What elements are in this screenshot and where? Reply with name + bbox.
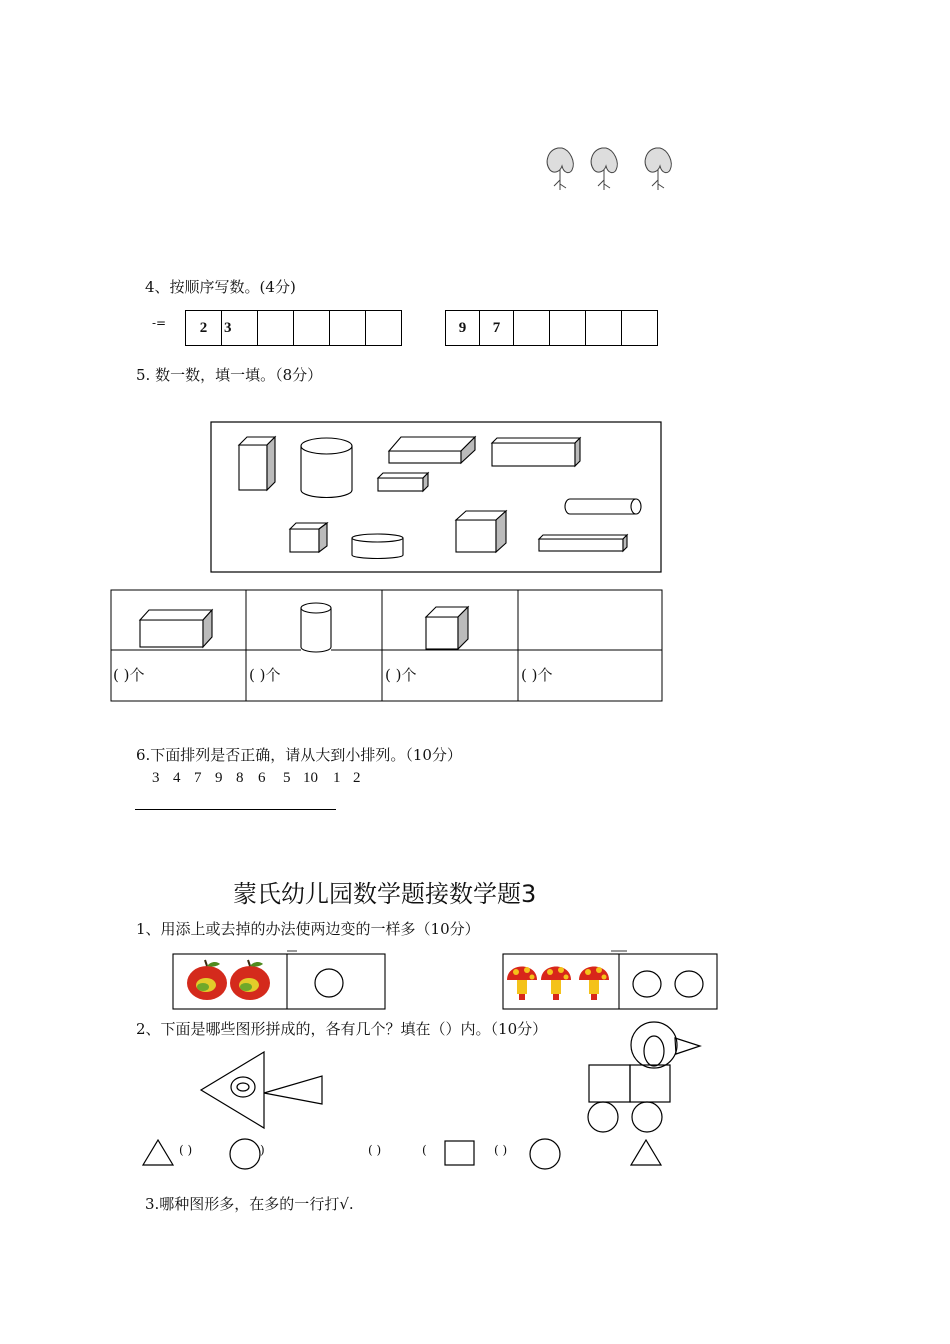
sequence-number: 2 xyxy=(353,770,361,786)
number-cell[interactable]: 3 xyxy=(222,311,258,345)
count-blank[interactable]: ( ) xyxy=(368,1143,382,1157)
fish-figure xyxy=(201,1052,322,1128)
sequence-number: 1 xyxy=(333,770,341,786)
circle-shape xyxy=(530,1139,560,1169)
triangle-shape xyxy=(631,1140,661,1165)
q4-heading: 4、按顺序写数。(4分) xyxy=(145,278,296,296)
q5-heading: 5. 数一数，填一填。（8分） xyxy=(136,366,323,384)
q4-marker: -= xyxy=(152,316,167,330)
q6-heading: 6.下面排列是否正确，请从大到小排列。（10分） xyxy=(136,746,462,764)
count-blank[interactable]: ( xyxy=(422,1143,427,1157)
count-answer[interactable]: ( )个 xyxy=(249,666,281,684)
number-cell[interactable]: 2 xyxy=(186,311,222,345)
s3q3-heading: 3.哪种图形多，在多的一行打√. xyxy=(145,1195,354,1213)
count-blank[interactable]: ( ) xyxy=(494,1143,508,1157)
s3q2-heading: 2、下面是哪些图形拼成的，各有几个？填在（）内。（10分） xyxy=(136,1020,548,1038)
triangle-shape xyxy=(143,1140,173,1165)
sequence-number: 10 xyxy=(303,770,318,786)
circle-shape xyxy=(230,1139,260,1169)
sequence-number: 9 xyxy=(215,770,223,786)
count-blank[interactable]: ) xyxy=(260,1143,265,1157)
number-cell[interactable]: 7 xyxy=(480,311,514,345)
sequence-number: 3 xyxy=(152,770,160,786)
count-blank[interactable]: ( ) xyxy=(179,1143,193,1157)
s3q1-heading: 1、用添上或去掉的办法使两边变的一样多（10分） xyxy=(136,920,480,938)
sequence-number: 5 xyxy=(283,770,291,786)
sequence-number: 4 xyxy=(173,770,181,786)
section-title: 蒙氏幼儿园数学题接数学题3 xyxy=(233,880,537,908)
sequence-number: 8 xyxy=(236,770,244,786)
number-cell[interactable]: 9 xyxy=(446,311,480,345)
count-answer[interactable]: ( )个 xyxy=(521,666,553,684)
square-shape xyxy=(445,1141,474,1165)
sequence-number: 7 xyxy=(194,770,202,786)
train-figure xyxy=(588,1022,700,1132)
sequence-number: 6 xyxy=(258,770,266,786)
count-answer[interactable]: ( )个 xyxy=(385,666,417,684)
count-answer[interactable]: ( )个 xyxy=(113,666,145,684)
